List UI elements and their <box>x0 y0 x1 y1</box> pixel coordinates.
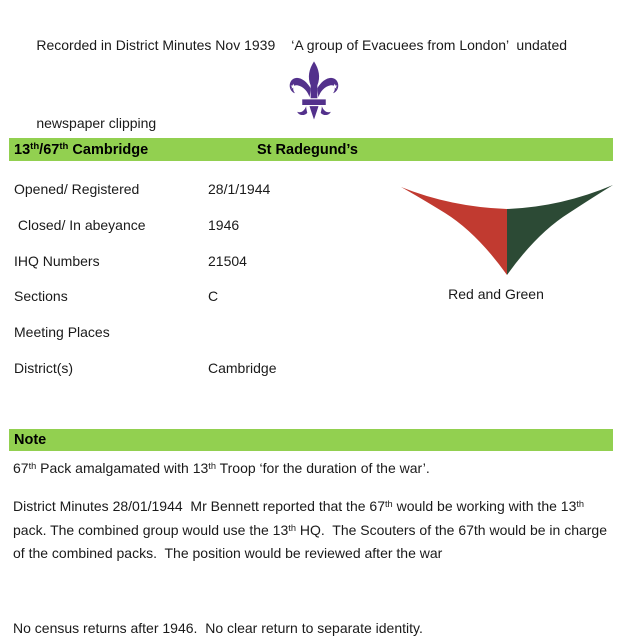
detail-label-district: District(s) <box>14 359 74 376</box>
group-header-bar <box>9 138 613 161</box>
detail-label-opened: Opened/ Registered <box>14 181 140 197</box>
necker-right-half <box>507 185 613 275</box>
group-title: 13th/67th Cambridge <box>14 141 149 158</box>
intro-line1-left: Recorded in District Minutes Nov 1939 <box>36 37 276 53</box>
detail-label-closed: Closed/ In abeyance <box>14 216 146 233</box>
scout-fleur-de-lis-icon <box>286 60 342 122</box>
note-paragraph-2: District Minutes 28/01/1944 Mr Bennett reported that the 67th would be working with the 13th pack. The combined group would use the 13th HQ. The Scouters of the 67th would be in charge of the combined packs. The position would be reviewed after the war <box>13 498 611 561</box>
details-table <box>14 180 388 395</box>
detail-value-closed: 1946 <box>208 216 240 233</box>
note-title: Note <box>14 432 47 448</box>
note-paragraph-1: 67th Pack amalgamated with 13th Troop ‘for the duration of the war’. <box>13 460 430 476</box>
detail-value-district: Cambridge <box>208 359 277 376</box>
detail-label-sections: Sections <box>14 288 68 305</box>
detail-value-meeting <box>208 323 388 359</box>
necker-left-half <box>401 187 507 275</box>
detail-label-ihq: IHQ Numbers <box>14 252 100 269</box>
intro-line2: newspaper clipping <box>36 115 157 131</box>
note-paragraph-3: No census returns after 1946. No clear return to separate identity. <box>13 620 423 636</box>
detail-value-ihq: 21504 <box>208 252 247 269</box>
detail-value-opened: 28/1/1944 <box>208 181 271 197</box>
group-subtitle: St Radegund’s <box>257 141 358 158</box>
necker-caption: Red and Green <box>448 286 544 302</box>
intro-line1-right: ‘A group of Evacuees from London’ undated <box>291 37 568 53</box>
necker-image <box>399 181 615 302</box>
note-header-bar <box>9 429 613 451</box>
necker-scarf-icon <box>399 181 615 277</box>
detail-label-meeting: Meeting Places <box>14 324 110 341</box>
detail-value-sections: C <box>208 288 219 305</box>
